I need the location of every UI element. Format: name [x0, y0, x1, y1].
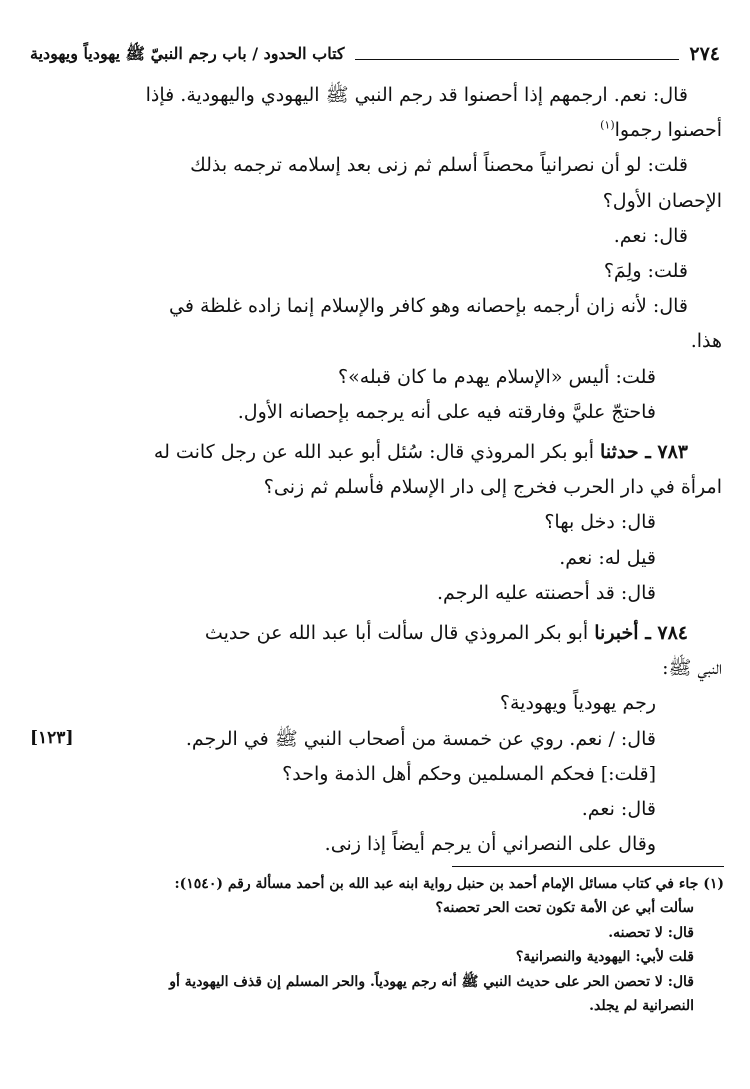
- footnote-line: (١) جاء في كتاب مسائل الإمام أحمد بن حنبل رواية ابنه عبد الله بن أحمد مسألة رقم (١٥٤٠):: [174, 876, 724, 892]
- line-text: قلت: ولِمَ؟: [603, 260, 688, 283]
- text-line: [28, 395, 722, 430]
- text-line: [28, 360, 722, 395]
- line-text: قال: نعم.: [581, 798, 656, 821]
- text-line: [28, 576, 722, 611]
- text-line: ٧٨٣ ـ حدثنا أبو بكر المروذي قال: سُئل أبو عبد الله عن رجل كانت له: [153, 441, 688, 464]
- line-text: قلت: لو أن نصرانياً محصناً أسلم ثم زنى بعد إسلامه ترجمه بذلك: [190, 154, 688, 177]
- line-text: قال: لأنه زان أرجمه بإحصانه وهو كافر والإسلام إنما زاده غلظة في: [168, 295, 688, 318]
- text-line: [28, 113, 722, 148]
- text-line: [28, 289, 722, 324]
- footnotes: [30, 872, 724, 1018]
- footnote-line: قال: لا تحصن الحر على حديث النبي ﷺ أنه رجم يهودياً. والحر المسلم إن قذف اليهودية أو: [169, 973, 694, 990]
- text-line: [28, 827, 722, 862]
- text-line: [28, 792, 722, 827]
- footnote-line: قال: لا تحصنه.: [608, 924, 694, 941]
- text-line: [28, 686, 722, 721]
- line-text: قال: قد أحصنته عليه الرجم.: [437, 581, 656, 604]
- footnote-reference: (١): [600, 118, 615, 132]
- running-title: كتاب الحدود / باب رجم النبيّ ﷺ يهودياً ويهودية: [30, 44, 345, 63]
- line-text: رجم يهودياً ويهودية؟: [499, 692, 656, 715]
- text-line: ٧٨٤ ـ أخبرنا أبو بكر المروذي قال سألت أبا عبد الله عن حديث: [204, 622, 688, 645]
- text-line: [28, 651, 722, 686]
- line-text: قال: نعم. ارجمهم إذا أحصنوا قد رجم النبي ﷺ اليهودي واليهودية. فإذا: [145, 84, 688, 106]
- running-header: [30, 36, 720, 66]
- line-text: قال: نعم.: [613, 224, 688, 247]
- line-text: قلت: أليس «الإسلام يهدم ما كان قبله»؟: [338, 365, 656, 388]
- line-text: أحصنوا رجموا: [614, 119, 722, 142]
- text-line: [28, 541, 722, 576]
- page-number: ٢٧٤: [689, 43, 720, 65]
- line-text: النبي ﷺ:: [662, 657, 722, 680]
- manuscript-folio-marker: [١٢٣]: [30, 728, 74, 748]
- text-line: [28, 78, 722, 113]
- footnote-line: قلت لأبي: اليهودية والنصرانية؟: [515, 949, 694, 966]
- line-text: فاحتجّ عليَّ وفارقته فيه على أنه يرجمه بإحصانه الأول.: [237, 400, 656, 423]
- text-line: [28, 254, 722, 289]
- line-text: أبو بكر المروذي قال: سُئل أبو عبد الله عن رجل كانت له: [153, 441, 594, 464]
- main-text: [28, 78, 722, 862]
- line-text: هذا.: [690, 330, 722, 353]
- text-line: [28, 148, 722, 183]
- line-text: قال: دخل بها؟: [544, 511, 656, 534]
- line-text: الإحصان الأول؟: [602, 189, 722, 212]
- line-text: قيل له: نعم.: [559, 546, 656, 569]
- text-line: [28, 722, 722, 757]
- footnote-rule: [452, 866, 724, 867]
- line-text: أبو بكر المروذي قال سألت أبا عبد الله عن حديث: [204, 622, 589, 645]
- narration-lead: أخبرنا: [594, 622, 639, 645]
- line-text: [قلت:] فحكم المسلمين وحكم أهل الذمة واحد؟: [282, 762, 656, 785]
- narration-number: ٧٨٣: [657, 441, 688, 464]
- footnote-line: النصرانية لم يجلد.: [589, 998, 694, 1015]
- footnote-line: سألت أبي عن الأمة تكون تحت الحر تحصنه؟: [435, 900, 694, 917]
- text-line: [28, 757, 722, 792]
- narration-lead: حدثنا: [600, 441, 639, 464]
- line-text: وقال على النصراني أن يرجم أيضاً إذا زنى.: [324, 833, 656, 856]
- line-text: قال: / نعم. روي عن خمسة من أصحاب النبي ﷺ في الرجم.: [185, 727, 656, 750]
- text-line: [28, 184, 722, 219]
- text-line: [28, 470, 722, 505]
- header-rule: [355, 59, 680, 60]
- text-line: [28, 324, 722, 359]
- line-text: امرأة في دار الحرب فخرج إلى دار الإسلام فأسلم ثم زنى؟: [263, 476, 722, 499]
- text-line: [28, 505, 722, 540]
- text-line: [28, 219, 722, 254]
- narration-number: ٧٨٤: [657, 622, 688, 645]
